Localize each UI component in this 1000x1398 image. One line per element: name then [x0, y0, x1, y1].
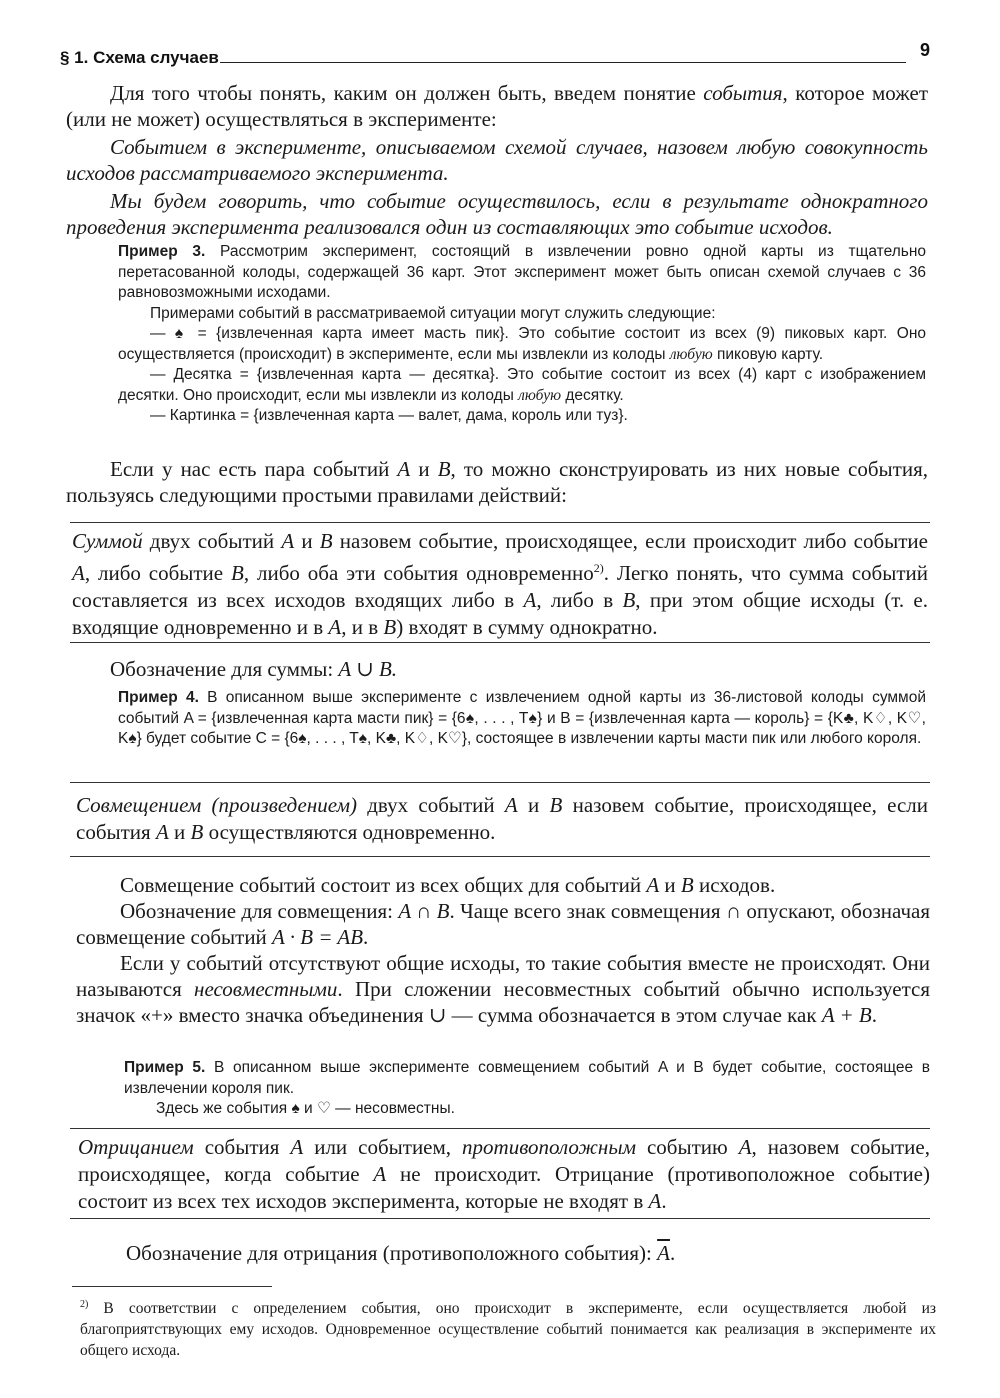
footnote	[80, 1294, 936, 1361]
running-head	[60, 40, 930, 70]
intro-block	[66, 80, 928, 240]
negation-definition-text: Отрицанием события A или событием, противоположным событию A, назовем событие, происходящее, когда событие A не происходит. Отрицание (противоположное событие) состоит из всех тех исходов эксперимента, которые не входят в A.	[78, 1135, 930, 1213]
footnote-text: В соответствии с определением события, оно происходит в эксперименте, если осуществляется любой из благоприятствующих ему исходов. Одновременное осуществление событий понимается как реализация в эксперименте их общего исхода.	[80, 1300, 936, 1360]
negation-top-rule	[70, 1128, 930, 1129]
product-notation: Обозначение для совмещения: A ∩ B. Чаще всего знак совмещения ∩ опускают, обозначая совмещение событий A · B = AB.	[76, 899, 930, 949]
pair-paragraph-block	[66, 456, 928, 508]
intro-paragraph: Для того чтобы понять, каким он должен быть, введем понятие события, которое может (или не может) осуществляться в эксперименте:	[66, 81, 928, 131]
sum-definition-text: Суммой двух событий A и B назовем событие, происходящее, если происходит либо событие A, либо событие B, либо оба эти события одновременно$^{2)}$. Легко понять, что сумма событий составляется из всех исходов входящих либо в A, либо в B, при этом общие исходы (т. е. входящие одновременно и в A, и в B) входят в сумму однократно.	[72, 529, 929, 639]
page-number: 9	[919, 40, 930, 60]
section-title: § 1. Схема случаев	[60, 48, 219, 67]
example-3-intro: Примерами событий в рассматриваемой ситуации могут служить следующие:	[150, 304, 716, 322]
sum-definition	[72, 528, 928, 641]
product-top-rule	[70, 782, 930, 783]
example-5-text: Пример 5. В описанном выше эксперименте совмещением событий A и B будет событие, состоящее в извлечении короля пик.	[124, 1059, 930, 1097]
example-5-line2: Здесь же события ♠ и ♡ — несовместны.	[156, 1100, 455, 1117]
event-occurrence-definition: Мы будем говорить, что событие осуществилось, если в результате однократного проведения эксперимента реализовался один из составляющих это событие исходов.	[66, 189, 928, 239]
sum-top-rule	[70, 522, 930, 523]
example-4	[118, 688, 926, 750]
product-definition	[76, 792, 928, 846]
pair-paragraph: Если у нас есть пара событий A и B, то можно сконструировать из них новые события, пользуясь следующими простыми правилами действий:	[66, 457, 928, 507]
negation-notation-block	[82, 1240, 930, 1266]
product-composition: Совмещение событий состоит из всех общих для событий A и B исходов.	[120, 873, 776, 897]
example-3-item-spades: — ♠ = {извлеченная карта имеет масть пик}. Это событие состоит из всех (9) пиковых карт. Оно осуществляется (происходит) в эксперименте, если мы извлекли из колоды любую пиковую карту.	[118, 325, 926, 363]
example-3-item-picture: — Картинка = {извлеченная карта — валет, дама, король или туз}.	[150, 407, 628, 424]
footnote-mark: 2)	[80, 1299, 89, 1310]
example-3-item-ten: — Десятка = {извлеченная карта — десятка}. Это событие состоит из всех (4) карт с изображением десятки. Оно происходит, если мы извлекли из колоды любую десятку.	[118, 366, 926, 404]
example-5	[124, 1058, 930, 1120]
sum-bottom-rule	[70, 642, 930, 643]
footnote-rule	[72, 1286, 272, 1287]
event-definition: Событием в эксперименте, описываемом схемой случаев, назовем любую совокупность исходов рассматриваемого эксперимента.	[66, 135, 928, 185]
negation-bottom-rule	[70, 1218, 930, 1219]
example-3-text: Пример 3. Рассмотрим эксперимент, состоящий в извлечении ровно одной карты из тщательно перетасованной колоды, содержащей 36 карт. Этот эксперимент может быть описан схемой случаев с 36 равновозможными исходами.	[118, 243, 926, 301]
negation-notation: Обозначение для отрицания (противоположного события): $\overline{A}$.	[126, 1241, 676, 1265]
sum-notation: Обозначение для суммы: A ∪ B.	[110, 657, 398, 681]
sum-notation-block	[66, 656, 928, 682]
example-3	[118, 242, 926, 427]
incompatible-events-paragraph: Если у событий отсутствуют общие исходы, то такие события вместе не происходят. Они называются несовместными. При сложении несовместных событий обычно используется значок «+» вместо значка объединения ∪ — сумма обозначается в этом случае как A + B.	[76, 951, 931, 1027]
product-definition-text: Совмещением (произведением) двух событий A и B назовем событие, происходящее, если события A и B осуществляются одновременно.	[76, 793, 929, 844]
example-4-text: Пример 4. В описанном выше эксперименте с извлечением одной карты из 36-листовой колоды суммой событий A = {извлеченная карта масти пик} = {6♠, . . . , T♠} и B = {извлеченная карта — король} = {K♣, K♢, K♡, K♠} будет событие C = {6♠, . . . , T♠, K♣, K♢, K♡}, состоящее в извлечении карты масти пик или любого короля.	[118, 689, 926, 747]
header-rule	[220, 62, 906, 63]
product-bottom-rule	[70, 856, 930, 857]
product-block	[76, 872, 930, 1028]
negation-definition	[78, 1134, 930, 1215]
